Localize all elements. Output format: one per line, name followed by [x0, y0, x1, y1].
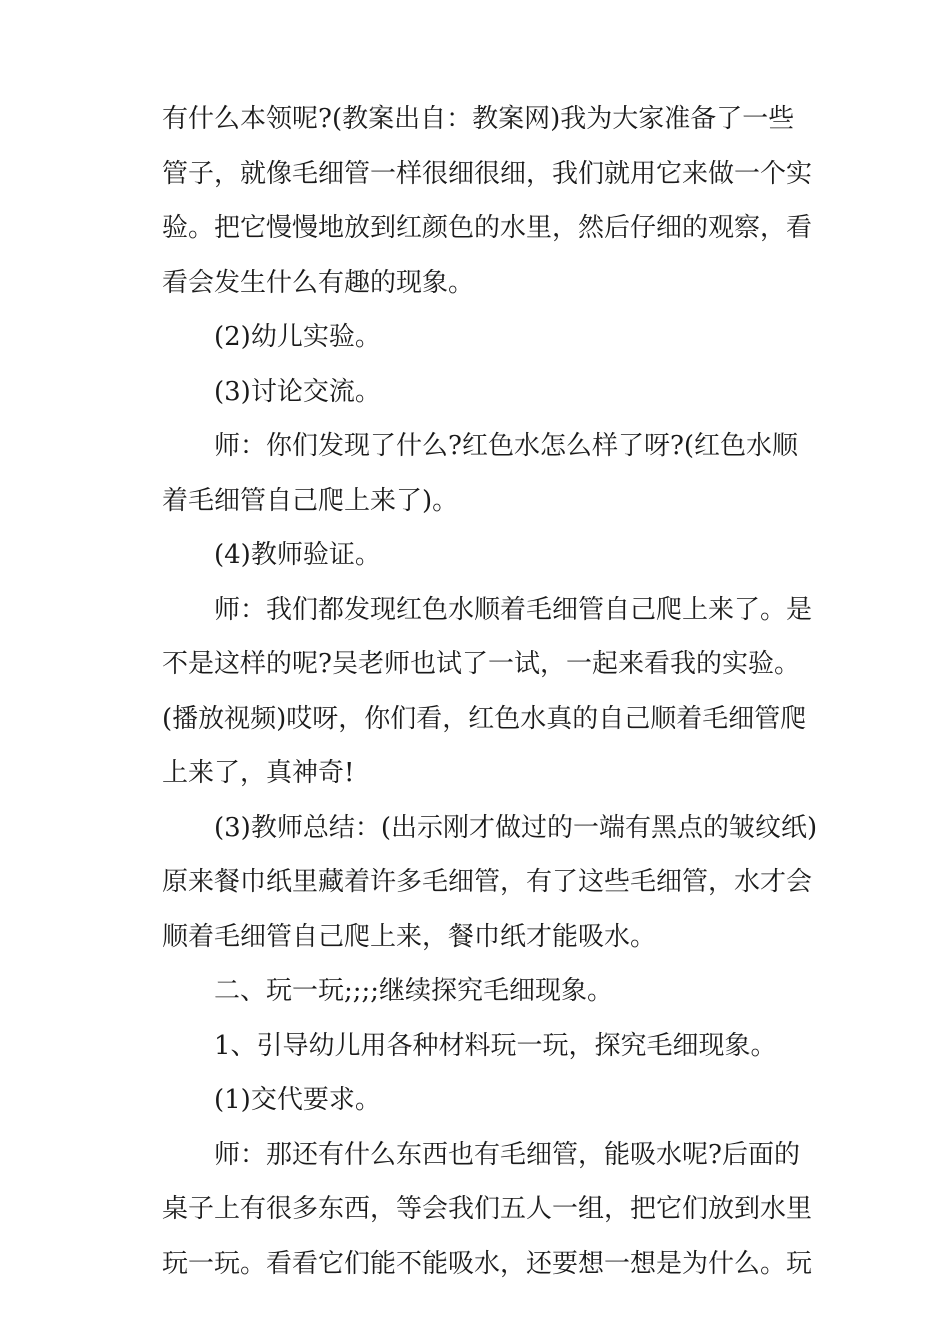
text-line: 着毛细管自己爬上来了)。	[162, 485, 459, 516]
text-line: 桌子上有很多东西，等会我们五人一组，把它们放到水里	[162, 1194, 813, 1224]
text-line: (3)教师总结：(出示刚才做过的一端有黑点的皱纹纸)	[214, 812, 818, 843]
document-body	[162, 92, 818, 1291]
text-line: (1)交代要求。	[214, 1085, 381, 1115]
text-line: 师：那还有什么东西也有毛细管，能吸水呢?后面的	[214, 1139, 800, 1170]
text-line: 顺着毛细管自己爬上来，餐巾纸才能吸水。	[162, 921, 657, 952]
text-line: 师：你们发现了什么?红色水怎么样了呀?(红色水顺	[214, 431, 799, 461]
text-line: (3)讨论交流。	[214, 376, 381, 407]
text-line: (2)幼儿实验。	[214, 322, 381, 352]
text-line: 管子，就像毛细管一样很细很细，我们就用它来做一个实	[162, 158, 813, 189]
text-line: 不是这样的呢?吴老师也试了一试，一起来看我的实验。	[162, 649, 800, 679]
text-line: 看会发生什么有趣的现象。	[162, 267, 475, 298]
text-line: (播放视频)哎呀，你们看，红色水真的自己顺着毛细管爬	[162, 703, 807, 734]
text-line: 玩一玩。看看它们能不能吸水，还要想一想是为什么。玩	[162, 1248, 813, 1279]
text-line: 上来了，真神奇!	[162, 758, 355, 788]
text-line: 1、引导幼儿用各种材料玩一玩，探究毛细现象。	[214, 1030, 777, 1061]
text-line: 验。把它慢慢地放到红颜色的水里，然后仔细的观察，看	[162, 213, 813, 243]
text-line: 有什么本领呢?(教案出自：教案网)我为大家准备了一些	[162, 104, 795, 134]
text-line: 二、玩一玩;;;;继续探究毛细现象。	[214, 976, 614, 1006]
text-line: 原来餐巾纸里藏着许多毛细管，有了这些毛细管，水才会	[162, 867, 813, 897]
text-line: 师：我们都发现红色水顺着毛细管自己爬上来了。是	[214, 594, 813, 625]
text-line: (4)教师验证。	[214, 540, 381, 570]
